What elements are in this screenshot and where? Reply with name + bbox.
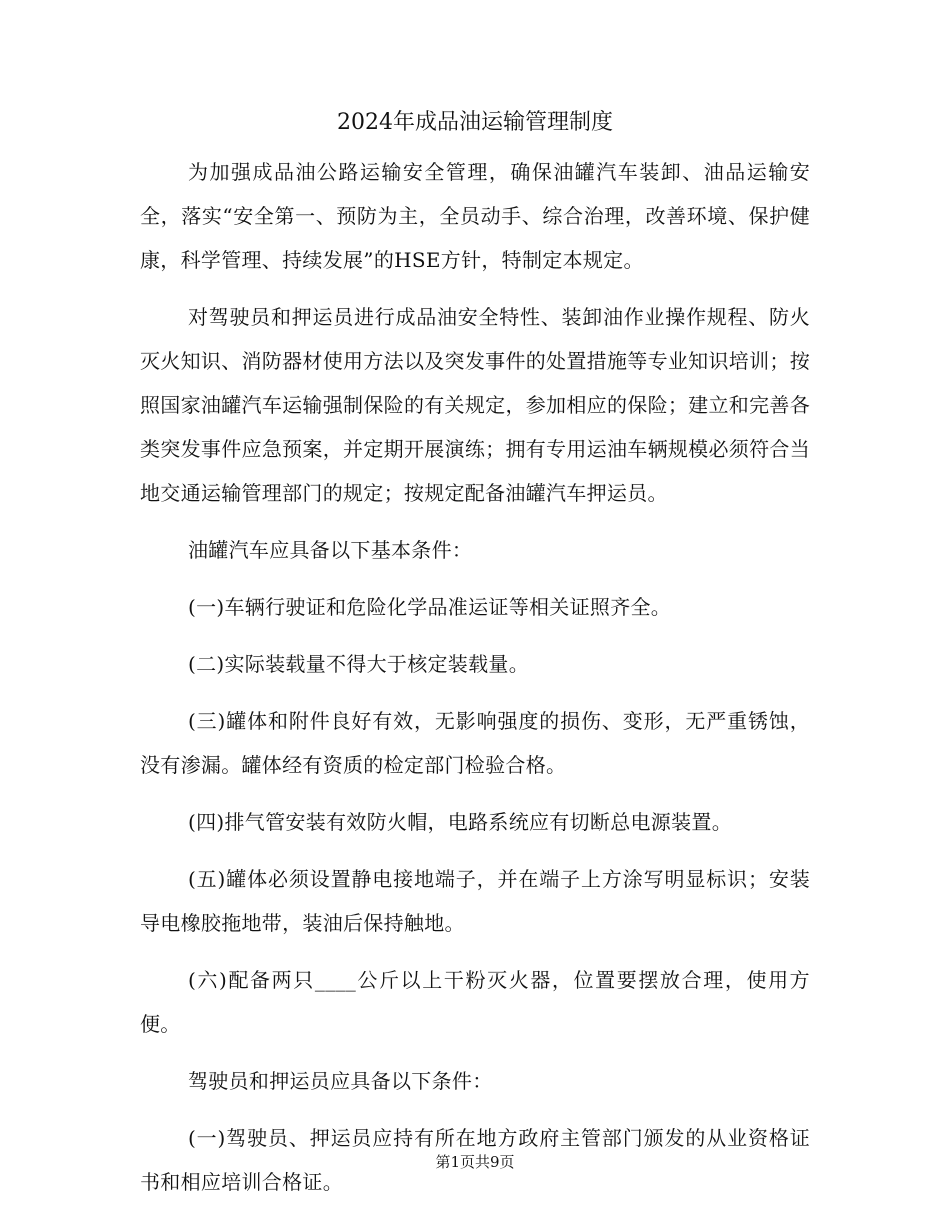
paragraph-tanker-item-6: (六)配备两只____公斤以上干粉灭火器，位置要摆放合理，使用方便。: [140, 968, 810, 1036]
paragraph-tanker-item-2: (二)实际装载量不得大于核定装载量。: [188, 652, 530, 676]
paragraph-tanker-item-5: (五)罐体必须设置静电接地端子，并在端子上方涂写明显标识；安装导电橡胶拖地带，装油后保持触地。: [140, 867, 810, 935]
paragraph-tanker-conditions-heading: 油罐汽车应具备以下基本条件：: [188, 538, 473, 562]
paragraph-intro: 为加强成品油公路运输安全管理，确保油罐汽车装卸、油品运输安全，落实“安全第一、预防为主，全员动手、综合治理，改善环境、保护健康，科学管理、持续发展”的HSE方针，特制定本规定。: [140, 160, 810, 272]
paragraph-tanker-item-3: (三)罐体和附件良好有效，无影响强度的损伤、变形，无严重锈蚀，没有渗漏。罐体经有资质的检定部门检验合格。: [140, 709, 810, 777]
document-title: 2024年成品油运输管理制度: [337, 110, 613, 135]
document-body: [140, 150, 810, 1217]
paragraph-driver-conditions-heading: 驾驶员和押运员应具备以下条件：: [188, 1069, 493, 1093]
paragraph-driver-item-1: (一)驾驶员、押运员应持有所在地方政府主管部门颁发的从业资格证书和相应培训合格证。: [140, 1126, 810, 1194]
paragraph-tanker-item-1: (一)车辆行驶证和危险化学品准运证等相关证照齐全。: [188, 595, 672, 619]
paragraph-training: 对驾驶员和押运员进行成品油安全特性、装卸油作业操作规程、防火灭火知识、消防器材使用方法以及突发事件的处置措施等专业知识培训；按照国家油罐汽车运输强制保险的有关规定，参加相应的保险；建立和完善各类突发事件应急预案，并定期开展演练；拥有专用运油车辆规模必须符合当地交通运输管理部门的规定；按规定配备油罐汽车押运员。: [140, 305, 810, 505]
page-number-footer: 第1页共9页: [435, 1153, 515, 1171]
paragraph-tanker-item-4: (四)排气管安装有效防火帽，电路系统应有切断总电源装置。: [188, 810, 733, 834]
